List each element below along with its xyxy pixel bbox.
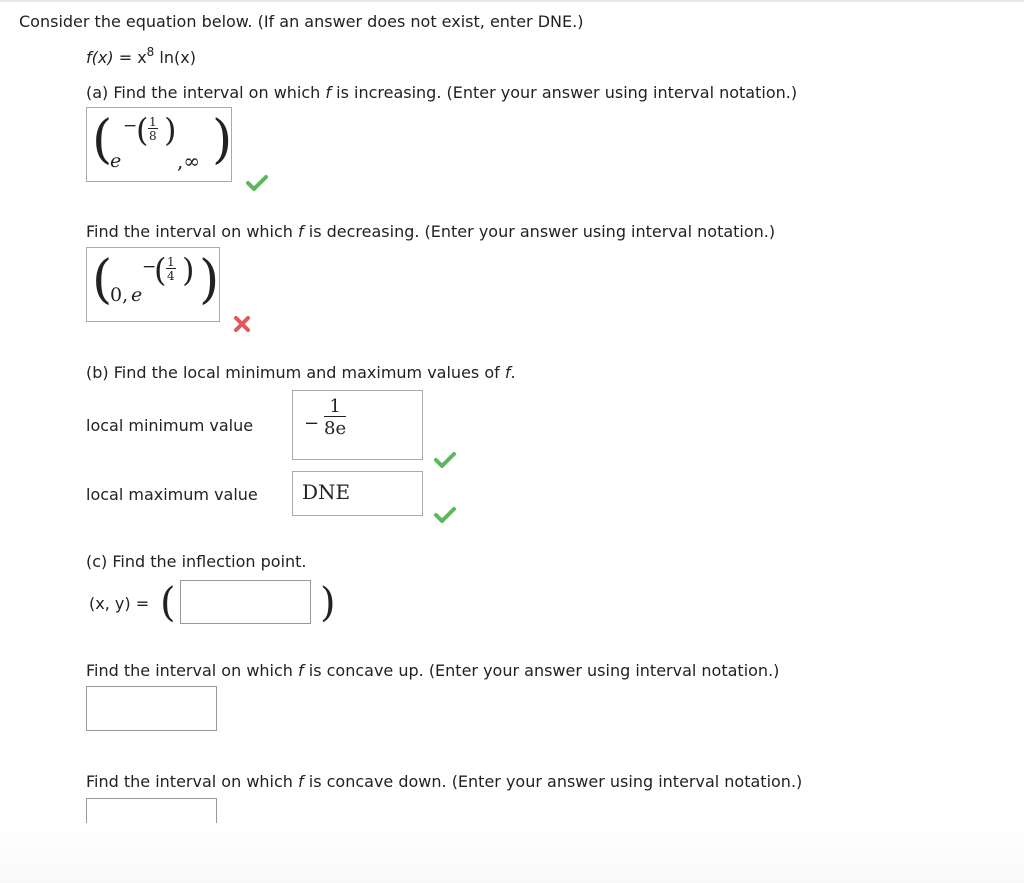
function-tail: ln(x): [159, 48, 196, 67]
inflection-point-input[interactable]: [180, 580, 311, 624]
concave-down-f: f: [298, 772, 304, 791]
decreasing-exp-close-paren: ): [182, 251, 195, 289]
inflection-label: [89, 594, 149, 613]
decreasing-num: 1: [167, 255, 175, 269]
decreasing-open-paren: (: [92, 250, 113, 310]
function-exponent: 8: [146, 45, 155, 59]
correct-check-icon: [246, 175, 268, 191]
increasing-fraction: [148, 116, 158, 142]
correct-check-icon: [434, 507, 456, 523]
concave-up-prompt: [86, 661, 779, 680]
part-b-prompt: [86, 363, 516, 382]
decreasing-close-paren: ): [199, 250, 220, 310]
function-lhs: f(x): [86, 48, 114, 67]
part-a-prompt: [86, 83, 797, 102]
local-max-answer: DNE: [302, 480, 351, 504]
decreasing-fraction: [166, 256, 176, 282]
concave-down-pre: Find the interval on which: [86, 772, 293, 791]
decreasing-exp-open-paren: (: [154, 251, 167, 289]
local-min-label: local minimum value: [86, 416, 254, 435]
local-max-label: local maximum value: [86, 485, 258, 504]
part-b-prompt-post: .: [510, 363, 516, 382]
decreasing-f: f: [298, 222, 304, 241]
increasing-neg: −: [123, 116, 138, 136]
increasing-exp-close-paren: ): [164, 111, 177, 149]
increasing-exp-open-paren: (: [136, 111, 149, 149]
decreasing-base: e: [131, 284, 143, 306]
part-a-prompt-pre: (a) Find the interval on which: [86, 83, 321, 102]
function-definition: [86, 45, 196, 67]
bottom-fade: [0, 823, 1024, 883]
increasing-close-paren: ): [212, 110, 233, 170]
part-c-prompt: (c) Find the inflection point.: [86, 552, 307, 571]
top-border: [0, 0, 1024, 2]
inflection-open-paren: (: [160, 580, 176, 626]
increasing-open-paren: (: [92, 110, 113, 170]
part-b-f: f: [504, 363, 511, 382]
increasing-base: e: [110, 150, 122, 172]
concave-down-post: is concave down. (Enter your answer using interval notation.): [308, 772, 803, 791]
function-base: x: [137, 48, 147, 67]
decreasing-den: 4: [167, 269, 175, 283]
decreasing-prompt-post: is decreasing. (Enter your answer using interval notation.): [308, 222, 776, 241]
local-min-den: 8e: [324, 418, 347, 439]
decreasing-prompt: [86, 222, 775, 241]
inflection-xy: (x, y): [89, 594, 131, 613]
concave-down-prompt: [86, 772, 802, 791]
decreasing-prompt-pre: Find the interval on which: [86, 222, 293, 241]
increasing-num: 1: [149, 115, 157, 129]
part-a-prompt-post: is increasing. (Enter your answer using interval notation.): [336, 83, 798, 102]
increasing-den: 8: [149, 129, 157, 143]
increasing-tail: ,∞: [177, 149, 201, 173]
decreasing-head: 0,: [110, 284, 129, 306]
concave-up-pre: Find the interval on which: [86, 661, 293, 680]
concave-up-f: f: [298, 661, 304, 680]
part-a-f: f: [325, 83, 332, 102]
inflection-eq: =: [135, 594, 150, 613]
intro-text: Consider the equation below. (If an answer does not exist, enter DNE.): [19, 12, 584, 31]
part-b-prompt-pre: (b) Find the local minimum and maximum values of: [86, 363, 500, 382]
incorrect-x-icon: [233, 315, 251, 333]
decreasing-neg: −: [142, 257, 157, 277]
inflection-close-paren: ): [320, 580, 336, 626]
correct-check-icon: [434, 452, 456, 468]
local-min-neg: −: [304, 413, 320, 434]
function-eq: =: [118, 48, 133, 67]
concave-up-input[interactable]: [86, 686, 217, 731]
local-min-fraction: [324, 398, 346, 438]
local-min-num: 1: [324, 398, 346, 417]
concave-up-post: is concave up. (Enter your answer using interval notation.): [308, 661, 780, 680]
